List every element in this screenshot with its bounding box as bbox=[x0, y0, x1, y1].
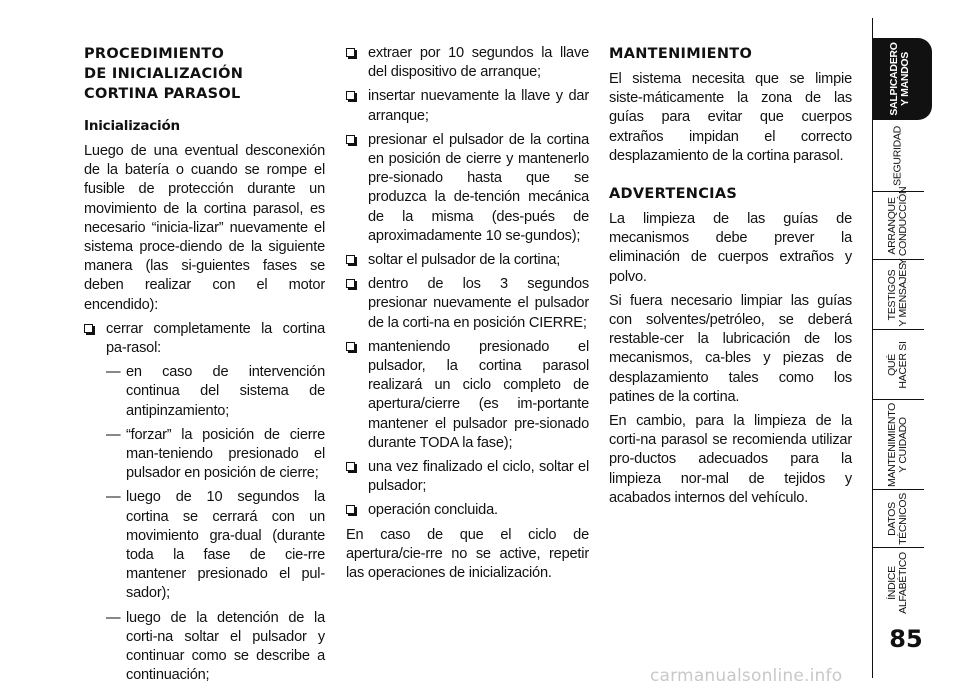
watermark: carmanualsonline.info bbox=[650, 666, 843, 686]
step-text: insertar nuevamente la llave y dar arranque; bbox=[368, 88, 589, 124]
warnings-title: ADVERTENCIAS bbox=[609, 186, 738, 203]
procedure-title-line: CORTINA PARASOL bbox=[84, 86, 241, 102]
tab-datos-tecnicos[interactable] bbox=[872, 490, 924, 548]
tab-label: ÍNDICE ALFABÉTICO bbox=[886, 552, 909, 614]
dash-bullet-icon: — bbox=[106, 426, 121, 443]
tab-label: SEGURIDAD bbox=[891, 126, 904, 186]
column-steps bbox=[346, 44, 589, 588]
tab-seguridad[interactable] bbox=[872, 120, 924, 192]
dash-item bbox=[106, 609, 325, 686]
step-item bbox=[346, 44, 589, 82]
dash-text: en caso de intervención continua del sistema de antipinzamiento; bbox=[126, 364, 325, 419]
step-item bbox=[346, 275, 589, 333]
dash-item bbox=[106, 488, 325, 603]
step-text: soltar el pulsador de la cortina; bbox=[368, 252, 561, 269]
dash-bullet-icon: — bbox=[106, 489, 121, 506]
dash-bullet-icon: — bbox=[106, 609, 121, 626]
step-item bbox=[346, 338, 589, 453]
dash-item bbox=[106, 426, 325, 484]
procedure-title-line: DE INICIALIZACIÓN bbox=[84, 66, 244, 82]
tab-que-hacer-si[interactable] bbox=[872, 330, 924, 400]
checkbox-bullet-icon bbox=[346, 91, 355, 100]
checkbox-bullet-icon bbox=[346, 279, 355, 288]
step-item bbox=[346, 131, 589, 246]
intro-paragraph: Luego de una eventual desconexión de la batería o cuando se rompe el fusible de protección durante un movimiento de la cortina parasol, es necesario “inicia-lizar” nuevamente el sistema proce-diendo de la siguiente manera (las si-guientes fases se deben realizar con el motor encendido): bbox=[84, 143, 325, 313]
tab-testigos[interactable] bbox=[872, 260, 924, 330]
maintenance-paragraph: El sistema necesita que se limpie siste-máticamente la zona de las guías para evitar que cuerpos extraños impidan el correcto desplazamiento de la cortina parasol. bbox=[609, 71, 852, 164]
step-item bbox=[346, 251, 589, 270]
step-list bbox=[346, 44, 589, 521]
step-list bbox=[84, 320, 325, 358]
step-text: una vez finalizado el ciclo, soltar el pulsador; bbox=[368, 459, 589, 495]
tab-label: MANTENIMIENTO Y CUIDADO bbox=[886, 403, 909, 487]
tab-label: DATOS TÉCNICOS bbox=[886, 493, 909, 545]
maintenance-title: MANTENIMIENTO bbox=[609, 46, 753, 62]
checkbox-bullet-icon bbox=[346, 255, 355, 264]
step-text: cerrar completamente la cortina pa-rasol: bbox=[106, 320, 325, 357]
step-item bbox=[346, 87, 589, 125]
warnings-paragraph: La limpieza de las guías de mecanismos debe prever la eliminación de cuerpos extraños y polvo. bbox=[609, 211, 852, 285]
checkbox-bullet-icon bbox=[346, 135, 355, 144]
checkbox-bullet-icon bbox=[346, 48, 355, 57]
dash-bullet-icon: — bbox=[106, 364, 121, 381]
closing-paragraph: En caso de que el ciclo de apertura/cie-rre no se active, repetir las operaciones de inicialización. bbox=[346, 526, 589, 582]
initialization-subtitle: Inicialización bbox=[84, 118, 180, 134]
checkbox-bullet-icon bbox=[346, 342, 355, 351]
tab-mantenimiento[interactable] bbox=[872, 400, 924, 490]
step-text: manteniendo presionado el pulsador, la cortina parasol realizará un ciclo completo de apertura/cierre (es im-portante mantener el pulsador pre-sionado durante TODA la fase); bbox=[368, 338, 589, 451]
tab-label: TESTIGOS Y MENSAJES bbox=[886, 263, 909, 327]
dash-item bbox=[106, 363, 325, 421]
step-item bbox=[84, 320, 325, 358]
column-procedure bbox=[84, 44, 325, 690]
step-text: extraer por 10 segundos la llave del dispositivo de arranque; bbox=[368, 45, 589, 81]
page-number: 85 bbox=[889, 625, 923, 653]
dash-text: “forzar” la posición de cierre man-teniendo presionado el pulsador en posición de cierre; bbox=[126, 426, 325, 482]
section-sidebar bbox=[872, 0, 960, 692]
tab-label: ARRANQUE Y CONDUCCIÓN bbox=[886, 186, 909, 266]
checkbox-bullet-icon bbox=[346, 505, 355, 514]
step-item bbox=[346, 501, 589, 520]
dash-text: luego de la detención de la corti-na soltar el pulsador y continuar como se describe a continuación; bbox=[126, 609, 325, 684]
warnings-paragraph: Si fuera necesario limpiar las guías con solventes/petróleo, se deberá restable-cer la lubricación de los mecanismos, ca-bles y piezas de desplazamiento tales como los patines de la cortina. bbox=[609, 292, 852, 405]
procedure-title-line: PROCEDIMIENTO bbox=[84, 46, 225, 62]
step-text: operación concluida. bbox=[368, 502, 498, 519]
step-text: dentro de los 3 segundos presionar nuevamente el pulsador de la corti-na en posición CIERRE; bbox=[368, 276, 589, 331]
tab-label: QUÉ HACER SI bbox=[886, 341, 909, 389]
dash-list bbox=[84, 363, 325, 685]
tab-salpicadero[interactable] bbox=[872, 38, 924, 120]
procedure-title bbox=[84, 44, 325, 104]
checkbox-bullet-icon bbox=[346, 462, 355, 471]
tab-indice[interactable] bbox=[872, 548, 924, 618]
tab-arranque[interactable] bbox=[872, 186, 924, 266]
warnings-paragraph: En cambio, para la limpieza de la corti-na parasol se recomienda utilizar pro-ductos adecuados para la limpieza nor-mal de tejidos y acabados internos del vehículo. bbox=[609, 413, 852, 506]
step-item bbox=[346, 458, 589, 496]
column-maintenance bbox=[609, 44, 852, 513]
dash-text: luego de 10 segundos la cortina se cerrará con un movimiento gra-dual (durante toda la fase de cie-rre mantener presionado el pul-sador); bbox=[126, 489, 325, 602]
step-text: presionar el pulsador de la cortina en posición de cierre y mantenerlo pre-sionado hasta que se produzca la de-tención mecánica de la misma (des-pués de aproximadamente 10 se-gundos); bbox=[368, 131, 589, 244]
checkbox-bullet-icon bbox=[84, 324, 93, 333]
tab-label: SALPICADERO Y MANDOS bbox=[888, 42, 911, 116]
